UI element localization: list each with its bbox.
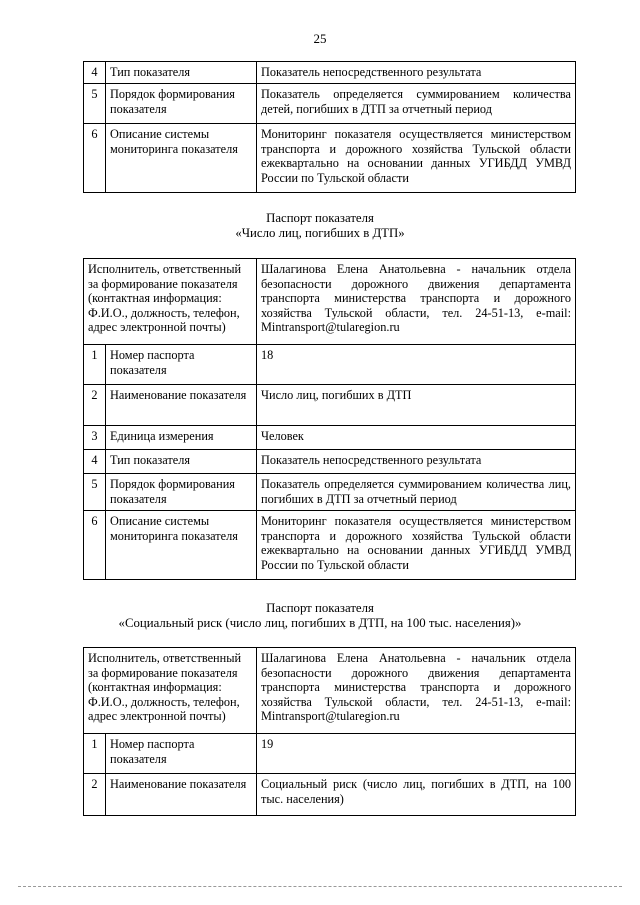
row-number: 5: [84, 84, 106, 124]
row-value: Мониторинг показателя осуществляется министерством транспорта и дорожного хозяйства Тульской области ежеквартально на основании данных УГИБДД УМВД России по Тульской области: [257, 124, 576, 193]
page-number: 25: [313, 31, 327, 46]
row-value: Показатель непосредственного результата: [257, 62, 576, 84]
row-value: 18: [257, 345, 576, 385]
executor-label: Исполнитель, ответственный за формирование показателя (контактная информация: Ф.И.О., должность, телефон, адрес электронной почты): [84, 259, 257, 345]
passport-subtitle: «Социальный риск (число лиц, погибших в ДТП, на 100 тыс. населения)»: [118, 616, 522, 630]
row-value: 19: [257, 734, 576, 774]
row-number: 4: [84, 450, 106, 474]
row-number: 1: [84, 734, 106, 774]
row-label: Тип показателя: [106, 450, 257, 474]
indicator-table-continued: [83, 61, 576, 193]
row-label: Описание системы мониторинга показателя: [106, 124, 257, 193]
executor-row: [84, 259, 576, 345]
passport-subtitle: «Число лиц, погибших в ДТП»: [235, 226, 405, 240]
row-value: Показатель определяется суммированием количества лиц, погибших в ДТП за отчетный период: [257, 474, 576, 511]
row-label: Номер паспорта показателя: [106, 734, 257, 774]
table-row: [84, 84, 576, 124]
row-number: 1: [84, 345, 106, 385]
table-row: [84, 124, 576, 193]
row-label: Порядок формирования показателя: [106, 474, 257, 511]
row-number: 6: [84, 124, 106, 193]
row-label: Тип показателя: [106, 62, 257, 84]
row-label: Порядок формирования показателя: [106, 84, 257, 124]
table-row: [84, 450, 576, 474]
row-number: 5: [84, 474, 106, 511]
row-number: 2: [84, 774, 106, 816]
row-value: Мониторинг показателя осуществляется министерством транспорта и дорожного хозяйства Тульской области ежеквартально на основании данных УГИБДД УМВД России по Тульской области: [257, 511, 576, 580]
executor-row: [84, 648, 576, 734]
passport-table: [83, 258, 576, 580]
row-label: Наименование показателя: [106, 385, 257, 426]
passport-table: [83, 647, 576, 816]
executor-value: Шалагинова Елена Анатольевна - начальник отдела безопасности дорожного движения департамента транспорта министерства транспорта и дорожного хозяйства Тульской области, тел. 24-51-13, e-mail: Mintransport@tularegion.ru: [257, 648, 576, 734]
row-label: Описание системы мониторинга показателя: [106, 511, 257, 580]
row-value: Показатель определяется суммированием количества детей, погибших в ДТП за отчетный период: [257, 84, 576, 124]
executor-value: Шалагинова Елена Анатольевна - начальник отдела безопасности дорожного движения департамента транспорта министерства транспорта и дорожного хозяйства Тульской области, тел. 24-51-13, e-mail: Mintransport@tularegion.ru: [257, 259, 576, 345]
table-row: [84, 734, 576, 774]
row-number: 3: [84, 426, 106, 450]
row-label: Номер паспорта показателя: [106, 345, 257, 385]
passport-heading: Паспорт показателя: [266, 601, 374, 615]
row-label: Наименование показателя: [106, 774, 257, 816]
scan-edge-divider: [18, 886, 622, 887]
table-row: [84, 474, 576, 511]
executor-label: Исполнитель, ответственный за формирование показателя (контактная информация: Ф.И.О., должность, телефон, адрес электронной почты): [84, 648, 257, 734]
table-row: [84, 426, 576, 450]
row-number: 6: [84, 511, 106, 580]
row-label: Единица измерения: [106, 426, 257, 450]
table-row: [84, 345, 576, 385]
table-row: [84, 62, 576, 84]
table-row: [84, 511, 576, 580]
row-value: Число лиц, погибших в ДТП: [257, 385, 576, 426]
row-value: Социальный риск (число лиц, погибших в ДТП, на 100 тыс. населения): [257, 774, 576, 816]
table-row: [84, 774, 576, 816]
table-row: [84, 385, 576, 426]
row-value: Человек: [257, 426, 576, 450]
row-number: 2: [84, 385, 106, 426]
passport-heading: Паспорт показателя: [266, 211, 374, 225]
row-value: Показатель непосредственного результата: [257, 450, 576, 474]
row-number: 4: [84, 62, 106, 84]
